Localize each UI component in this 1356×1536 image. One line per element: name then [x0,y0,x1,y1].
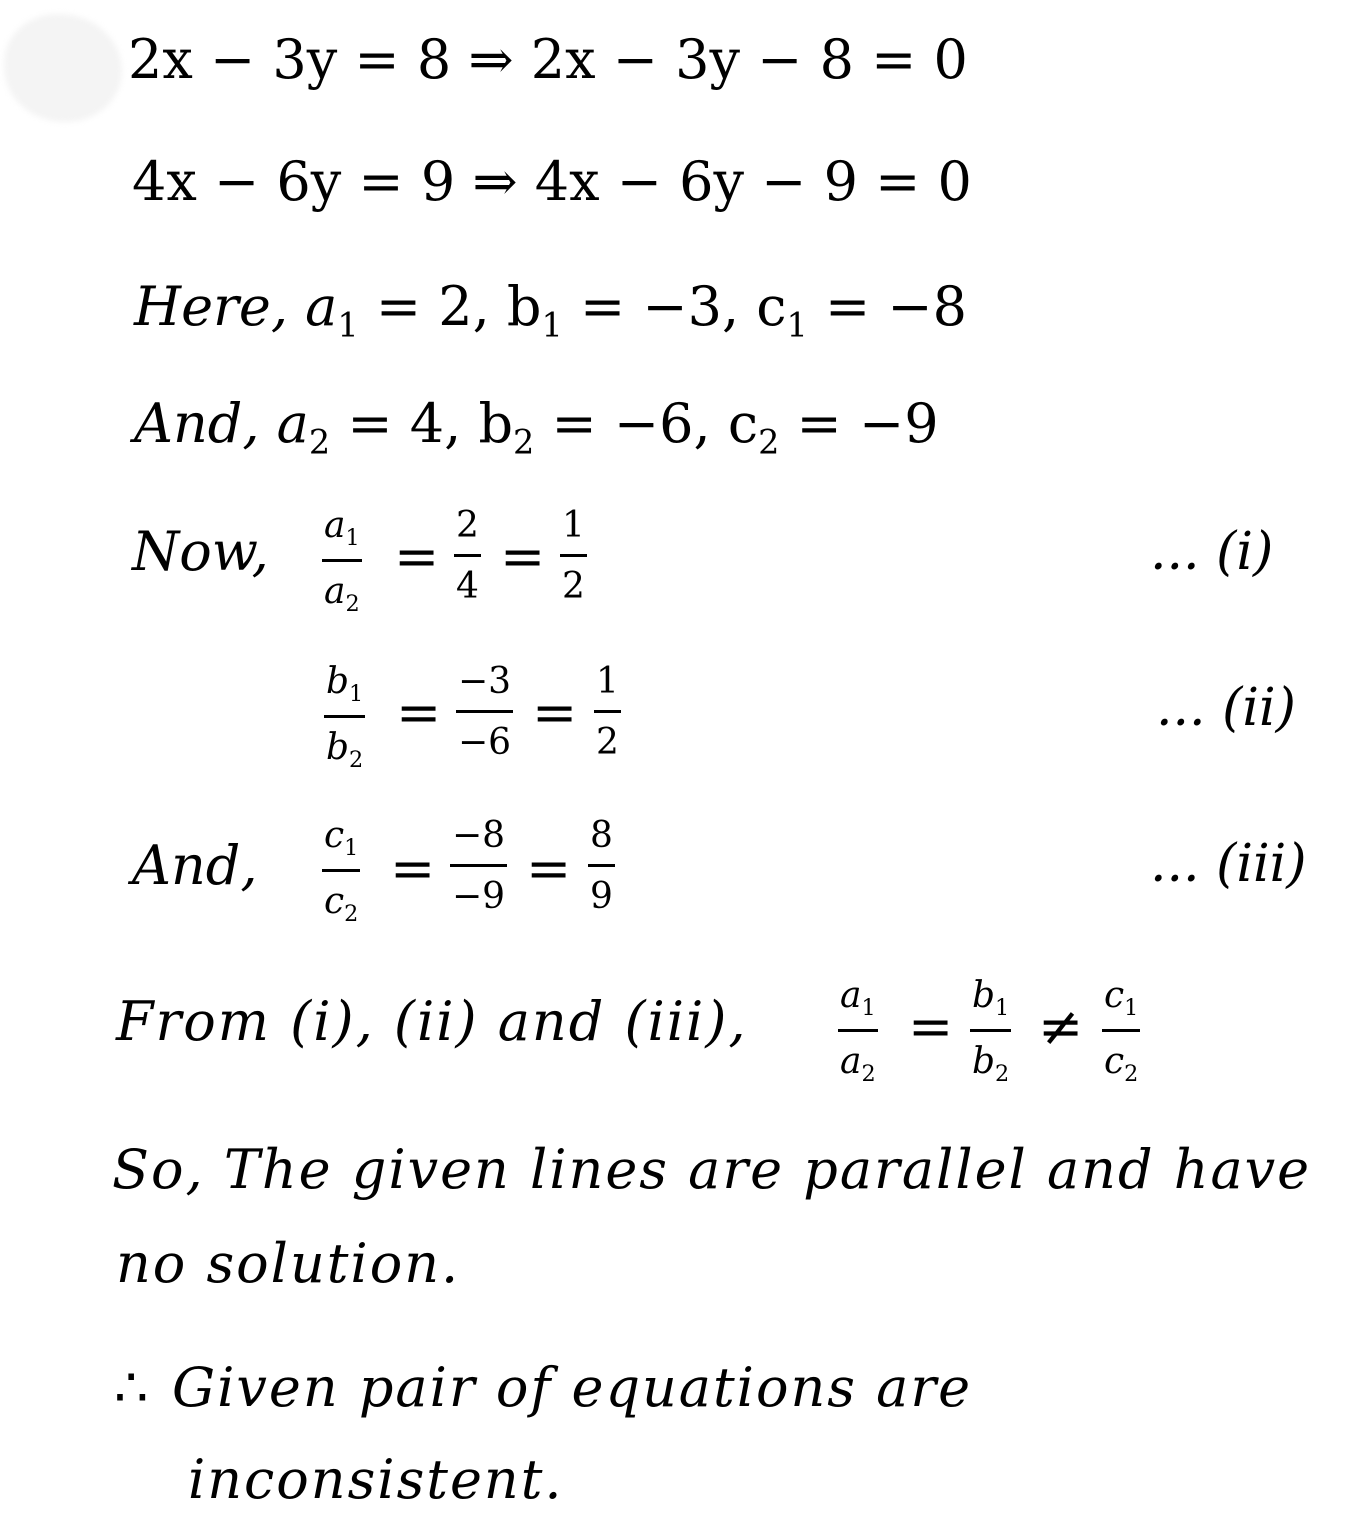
parallel-statement-line-1: So, The given lines are parallel and have [112,1138,1312,1201]
equation-1 [128,28,968,91]
eraser-smudge [4,14,122,122]
equation-2 [132,150,972,213]
parallel-statement-line-2: no solution. [116,1232,461,1295]
from-statement: From (i), (ii) and (iii), [116,990,748,1053]
fraction-numerator: 8 [590,815,613,856]
equals-sign: = [396,681,442,744]
and-label: And, a [134,392,309,455]
not-equals-sign: ≠ [1038,995,1084,1058]
therefore-symbol: ∴ [114,1356,149,1419]
coefficients-line-1 [134,275,967,345]
conclusion-line-1: Given pair of equations are [172,1356,973,1419]
here-label: Here, a [134,275,338,338]
fraction-numerator: $a_1$ [840,975,876,1021]
fraction-denominator: 4 [456,566,479,607]
fraction-numerator: $b_1$ [972,975,1010,1021]
subscript: 2 [308,422,331,462]
b1-value: = −3, c [579,275,787,338]
coefficients-line-2 [134,392,939,462]
fraction-1-2 [560,505,587,607]
b2-value: = −6, c [551,392,759,455]
equation-2-text: 4x − 6y = 9 ⇒ 4x − 6y − 9 = 0 [132,150,972,213]
subscript: 2 [513,422,535,462]
fraction-c1-c2 [322,815,360,927]
fraction-c1-c2 [1102,975,1140,1087]
fraction-b1-b2 [970,975,1011,1087]
equals-sign: = [500,525,546,588]
equals-sign: = [526,837,572,900]
c1-value: = −8 [825,275,968,338]
fraction-2-4 [454,505,481,607]
equation-tag-i: ... (i) [1150,522,1274,582]
fraction-numerator: −8 [452,815,506,856]
now-label: Now, [132,520,269,583]
fraction-denominator: $b_2$ [326,727,364,773]
equals-sign: = [908,995,954,1058]
and-label: And, [132,834,258,897]
fraction-numerator: 1 [596,661,619,702]
c2-value: = −9 [796,392,939,455]
fraction-denominator: 9 [590,876,613,917]
fraction-numerator: $a_1$ [324,505,360,551]
fraction-8-9 [588,815,615,917]
fraction-denominator: $c_2$ [324,881,359,927]
fraction-neg3-neg6 [456,661,513,763]
subscript: 1 [337,305,359,345]
a1-value: = 2, b [375,275,542,338]
a2-value: = 4, b [347,392,514,455]
fraction-numerator: $c_1$ [324,815,359,861]
fraction-numerator: 2 [456,505,479,546]
fraction-denominator: −9 [452,876,506,917]
fraction-denominator: $b_2$ [972,1041,1010,1087]
fraction-denominator: $a_2$ [324,571,360,617]
equation-tag-iii: ... (iii) [1150,834,1307,894]
conclusion-line-2: inconsistent. [188,1448,564,1511]
fraction-numerator: 1 [562,505,585,546]
fraction-neg8-neg9 [450,815,507,917]
fraction-numerator: $b_1$ [326,661,364,707]
fraction-a1-a2 [322,505,362,617]
fraction-a1-a2 [838,975,878,1087]
fraction-numerator: −3 [458,661,512,702]
fraction-numerator: $c_1$ [1104,975,1139,1021]
equation-1-text: 2x − 3y = 8 ⇒ 2x − 3y − 8 = 0 [128,28,968,91]
equals-sign: = [394,525,440,588]
equation-tag-ii: ... (ii) [1156,678,1296,738]
equals-sign: = [532,681,578,744]
fraction-denominator: $c_2$ [1104,1041,1139,1087]
fraction-denominator: 2 [562,566,585,607]
fraction-denominator: $a_2$ [840,1041,876,1087]
fraction-denominator: −6 [458,722,512,763]
fraction-denominator: 2 [596,722,619,763]
fraction-1-2 [594,661,621,763]
subscript: 1 [786,305,808,345]
subscript: 2 [758,422,780,462]
fraction-b1-b2 [324,661,365,773]
equals-sign: = [390,837,436,900]
subscript: 1 [541,305,563,345]
